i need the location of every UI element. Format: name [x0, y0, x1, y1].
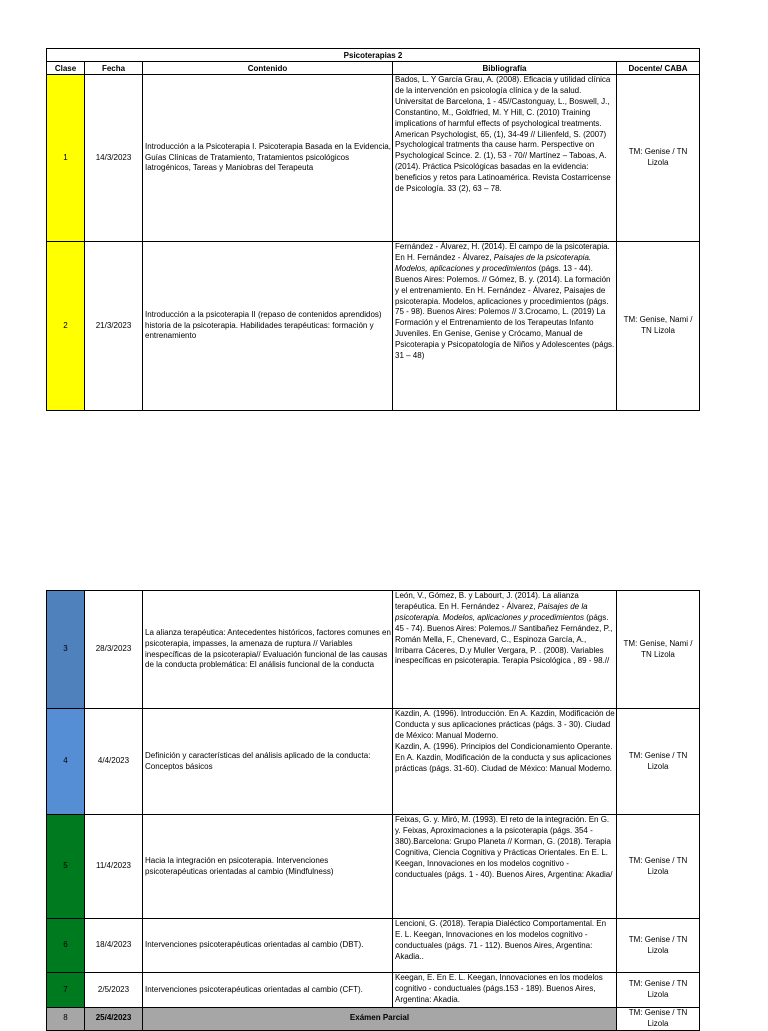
class-number: 8: [47, 1008, 85, 1031]
bib-text: León, V., Gómez, B. y Labourt, J. (2014). La alianza terapéutica. En H. Fernández - Álvarez,: [395, 591, 579, 611]
class-number: 4: [47, 709, 85, 815]
class-bibliography: Lencioni, G. (2018). Terapia Dialéctico Comportamental. En E. L. Keegan, Innovaciones en los modelos cognitivo - conductuales (págs. 71 - 112). Buenos Aires, Argentina: Akadia..: [393, 919, 617, 973]
header-clase: Clase: [47, 62, 85, 75]
bib-book-title: Paisajes de la psicoterapia. Modelos, aplicaciones y procedimientos: [395, 601, 588, 622]
table-row: [47, 973, 700, 1008]
class-content: Introducción a la psicoterapia II (repaso de contenidos aprendidos) historia de la psicoterapia. Habilidades terapéuticas: formación y entrenamiento: [143, 242, 393, 411]
class-date: 4/4/2023: [85, 709, 143, 815]
class-teacher: TM: Genise / TN Lizola: [617, 815, 700, 919]
schedule-table-1: [46, 48, 700, 411]
table-title: Psicoterapias 2: [47, 49, 700, 62]
class-number: 3: [47, 591, 85, 709]
table-row: [47, 242, 700, 411]
header-bibliografia: Bibliografía: [393, 62, 617, 75]
class-number: 5: [47, 815, 85, 919]
class-date: 18/4/2023: [85, 919, 143, 973]
class-number: 1: [47, 75, 85, 242]
exam-label: Exámen Parcial: [143, 1008, 617, 1031]
class-number: 2: [47, 242, 85, 411]
class-bibliography: [393, 591, 617, 709]
class-content: Intervenciones psicoterapéuticas orientadas al cambio (CFT).: [143, 973, 393, 1008]
table-row: [47, 75, 700, 242]
class-number: 6: [47, 919, 85, 973]
class-date: 2/5/2023: [85, 973, 143, 1008]
header-docente: Docente/ CABA: [617, 62, 700, 75]
header-fecha: Fecha: [85, 62, 143, 75]
bib-book-title: Paisajes de la psicoterapia. Modelos, aplicaciones y procedimientos: [395, 252, 592, 273]
class-teacher: TM: Genise / TN Lizola: [617, 919, 700, 973]
class-teacher: TM: Genise / TN Lizola: [617, 973, 700, 1008]
class-teacher: TM: Genise / TN Lizola: [617, 75, 700, 242]
class-teacher: TM: Genise, Nami / TN Lizola: [617, 242, 700, 411]
class-teacher: TM: Genise / TN Lizola: [617, 709, 700, 815]
schedule-table-2: [46, 590, 700, 1031]
class-content: Introducción a la Psicoterapia I. Psicoterapia Basada en la Evidencia, Guías Clínicas de Tratamiento, Tratamientos psicológicos Iatrogénicos, Tareas y Maniobras del Terapeuta: [143, 75, 393, 242]
class-bibliography: [393, 242, 617, 411]
class-bibliography: Kazdin, A. (1996). Introducción. En A. Kazdin, Modificación de Conducta y sus aplicaciones prácticas (págs. 3 - 30). Ciudad de México: Manual Moderno. Kazdin, A. (1996). Principios del Condicionamiento Operante. En A. Kazdin, Modificación de la conducta y sus aplicaciones prácticas (págs. 31-60). Ciudad de México: Manual Moderno.: [393, 709, 617, 815]
bib-text: (págs. 13 - 44). Buenos Aires: Polemos. // Gómez, B. y. (2014). La formación y el entrenamiento. En H. Fernández - Álvarez, Paisajes de psicoterapia. Modelos, aplicaciones y procedimientos (págs. 75 - 98). Buenos Aires: Polemos // 3.Crocamo, L. (2019) La Formación y el Entrenamiento de los Terapeutas Infanto Juveniles. En Genise, Genise y Crócamo, Manual de Psicoterapia y Psicopatología de Niños y Adolescentes (págs. 31 – 48): [395, 263, 615, 361]
table-row: [47, 919, 700, 973]
class-content: Hacia la integración en psicoterapia. Intervenciones psicoterapéuticas orientadas al cambio (Mindfulness): [143, 815, 393, 919]
class-teacher: TM: Genise, Nami / TN Lizola: [617, 591, 700, 709]
class-date: 25/4/2023: [85, 1008, 143, 1031]
class-date: 11/4/2023: [85, 815, 143, 919]
class-bibliography: Keegan, E. En E. L. Keegan, Innovaciones en los modelos cognitivo - conductuales (págs.153 - 189). Buenos Aires, Argentina: Akadia.: [393, 973, 617, 1008]
bib-text: Fernández - Álvarez, H. (2014). El campo de la psicoterapia. En H. Fernández - Álvarez,: [395, 242, 610, 262]
class-content: La alianza terapéutica: Antecedentes históricos, factores comunes en psicoterapia, impasses, la amenaza de ruptura // Variables inespecíficas de la psicoterapia// Evaluación funcional de las causas de la conducta problemática: El análisis funcional de la conducta: [143, 591, 393, 709]
table-row: [47, 815, 700, 919]
header-contenido: Contenido: [143, 62, 393, 75]
class-teacher: TM: Genise / TN Lizola: [617, 1008, 700, 1031]
class-date: 14/3/2023: [85, 75, 143, 242]
class-bibliography: Feixas, G. y. Miró, M. (1993). El reto de la integración. En G. y. Feixas, Aproximaciones a la psicoterapia (págs. 354 - 380).Barcelona: Grupo Planeta // Korman, G. (2018). Terapia Cognitiva, Ciencia Cognitiva y Prácticas Orientales. En E. L. Keegan, Innovaciones en los modelos cognitivo - conductuales (págs. 1 - 40). Buenos Aires, Argentina: Akadia/: [393, 815, 617, 919]
class-date: 28/3/2023: [85, 591, 143, 709]
class-content: Intervenciones psicoterapéuticas orientadas al cambio (DBT).: [143, 919, 393, 973]
class-date: 21/3/2023: [85, 242, 143, 411]
class-bibliography: Bados, L. Y García Grau, A. (2008). Eficacia y utilidad clínica de la intervención en psicología clínica y de la salud. Universitat de Barcelona, 1 - 45//Castonguay, L., Boswell, J., Constantino, M., Goldfried, M. Y Hill, C. (2010) Training implications of harmful effects of psychological treatments. American Psychologist, 65, (1), 34-49 // Lilienfeld, S. (2007) Psychological tratments tha cause harm. Perspective on Psychological Scince. 2. (1), 53 - 70// Martínez – Taboas, A. (2014). Práctica Psicológicas basadas en la evidencia: beneficios y retos para Latinoamérica. Revista Costarricense de Psicología. 33 (2), 63 – 78.: [393, 75, 617, 242]
table-row: [47, 709, 700, 815]
class-content: Definición y características del análisis aplicado de la conducta: Conceptos básicos: [143, 709, 393, 815]
table-row: [47, 591, 700, 709]
class-number: 7: [47, 973, 85, 1008]
table-row: [47, 1008, 700, 1031]
bib-text: (págs. 45 - 74). Buenos Aires: Polemos.// Santibañez Fernández, P., Román Mella, F., Chenevard, C., Espinoza García, A., Irribarra Cáceres, D.y Muller Vergara, P. . (2008). Variables inespecíficas en psicoterapia. Terapia Psicológica , 89 - 98.//: [395, 612, 613, 666]
